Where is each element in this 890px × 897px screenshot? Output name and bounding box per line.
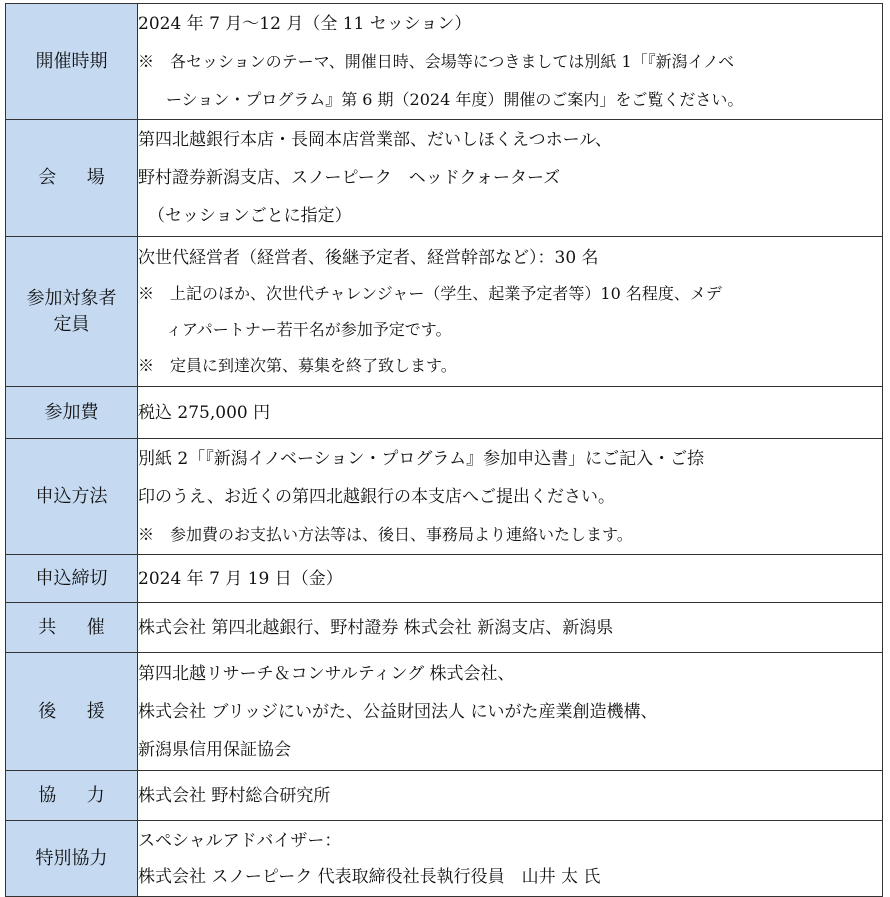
label-support: 後援 bbox=[6, 653, 138, 771]
row-deadline bbox=[6, 555, 883, 603]
special-line-1: スペシャルアドバイザー： bbox=[138, 830, 342, 851]
special-line-2: 株式会社 スノーピーク 代表取締役社長執行役員 山井 太 氏 bbox=[138, 866, 601, 887]
label-special-cooperation: 特別協力 bbox=[6, 821, 138, 897]
content-deadline bbox=[138, 555, 883, 603]
venue-line-3: （セッションごとに指定） bbox=[148, 206, 352, 226]
method-note: ※ 参加費のお支払い方法等は、後日、事務局より連絡いたします。 bbox=[138, 524, 633, 544]
content-venue bbox=[138, 120, 883, 237]
label-cohost: 共催 bbox=[6, 603, 138, 653]
venue-line-2: 野村證券新潟支店、スノーピーク ヘッドクォーターズ bbox=[138, 168, 561, 188]
label-schedule: 開催時期 bbox=[6, 4, 138, 120]
content-fee bbox=[138, 387, 883, 439]
row-schedule bbox=[6, 4, 883, 120]
label-fee: 参加費 bbox=[6, 387, 138, 439]
cooperation-value: 株式会社 野村総合研究所 bbox=[138, 785, 331, 806]
row-venue bbox=[6, 120, 883, 237]
method-line-2: 印のうえ、お近くの第四北越銀行の本支店へご提出ください。 bbox=[138, 486, 616, 507]
venue-line-1: 第四北越銀行本店・長岡本店営業部、だいしほくえつホール、 bbox=[138, 130, 612, 150]
capacity-main: 次世代経営者（経営者、後継予定者、経営幹部など）：30 名 bbox=[138, 247, 599, 268]
content-target-capacity bbox=[138, 237, 883, 387]
content-schedule bbox=[138, 4, 883, 120]
method-line-1: 別紙 2「『新潟イノベーション・プログラム』参加申込書」にご記入・ご捺 bbox=[138, 448, 705, 469]
event-info-table bbox=[5, 3, 883, 897]
support-line-1: 第四北越リサーチ＆コンサルティング 株式会社、 bbox=[138, 663, 515, 684]
cohost-value: 株式会社 第四北越銀行、野村證券 株式会社 新潟支店、新潟県 bbox=[138, 617, 614, 638]
label-venue: 会場 bbox=[6, 120, 138, 237]
capacity-note-1-cont: ィアパートナー若干名が参加予定です。 bbox=[166, 319, 452, 339]
label-target-capacity: 参加対象者 定員 bbox=[6, 237, 138, 387]
content-cohost bbox=[138, 603, 883, 653]
capacity-note-2: ※ 定員に到達次第、募集を終了致します。 bbox=[138, 355, 457, 375]
row-cooperation bbox=[6, 771, 883, 821]
row-support bbox=[6, 653, 883, 771]
row-special-cooperation bbox=[6, 821, 883, 897]
row-application-method bbox=[6, 439, 883, 555]
schedule-note-line-1: ※ 各セッションのテーマ、開催日時、会場等につきましては別紙 1「『新潟イノベ bbox=[138, 51, 735, 71]
row-target-capacity bbox=[6, 237, 883, 387]
support-line-3: 新潟県信用保証協会 bbox=[138, 739, 291, 760]
content-special-cooperation bbox=[138, 821, 883, 897]
label-deadline: 申込締切 bbox=[6, 555, 138, 603]
content-support bbox=[138, 653, 883, 771]
row-cohost bbox=[6, 603, 883, 653]
capacity-note-1: ※ 上記のほか、次世代チャレンジャー（学生、起業予定者等）10 名程度、メデ bbox=[138, 283, 722, 303]
content-cooperation bbox=[138, 771, 883, 821]
deadline-value: 2024 年 7 月 19 日（金） bbox=[138, 568, 343, 589]
content-application-method bbox=[138, 439, 883, 555]
schedule-period: 2024 年 7 月～12 月（全 11 セッション） bbox=[138, 13, 472, 34]
schedule-note-line-2: ーション・プログラム』第 6 期（2024 年度）開催のご案内」をご覧ください。 bbox=[166, 89, 744, 109]
support-line-2: 株式会社 ブリッジにいがた、公益財団法人 にいがた産業創造機構、 bbox=[138, 701, 658, 722]
row-fee bbox=[6, 387, 883, 439]
label-application-method: 申込方法 bbox=[6, 439, 138, 555]
label-cooperation: 協力 bbox=[6, 771, 138, 821]
fee-value: 税込 275,000 円 bbox=[138, 402, 271, 423]
